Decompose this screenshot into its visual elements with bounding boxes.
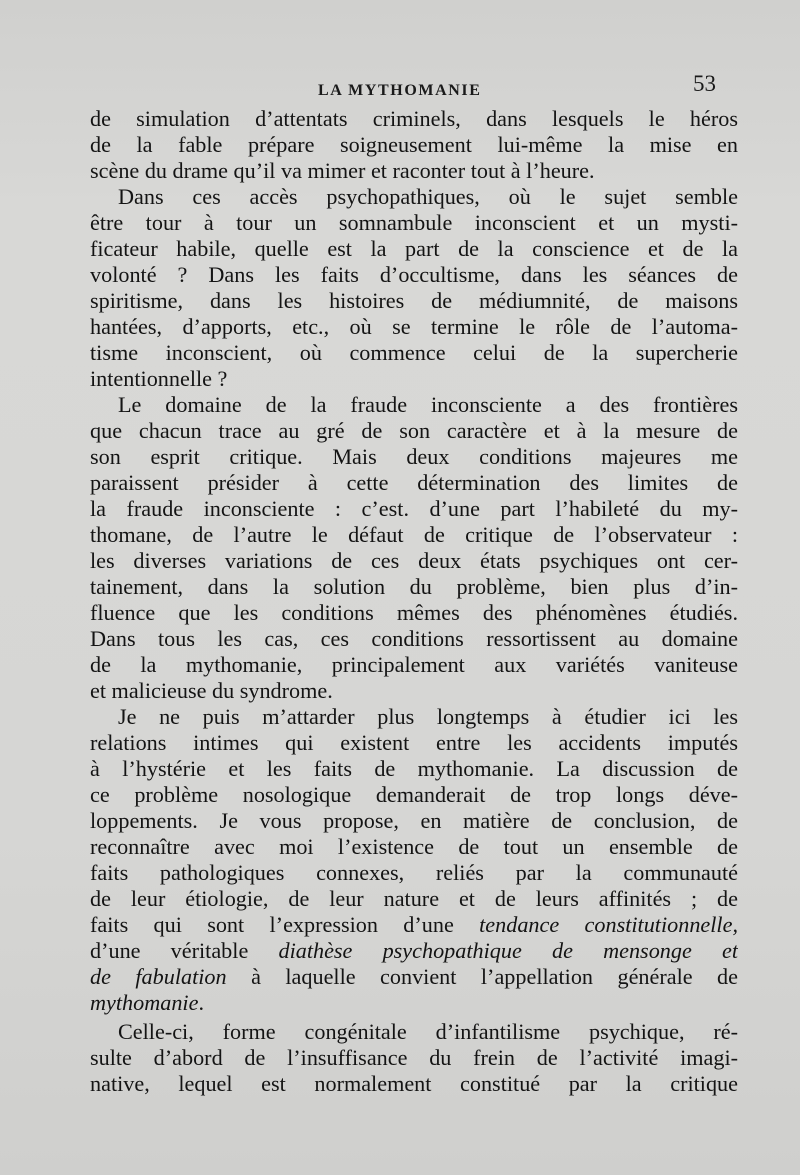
text-line: Dans ces accès psychopathiques, où le sujet semble (118, 184, 738, 209)
text-span: faits qui sont l’expression d’une (90, 912, 480, 937)
italic-phrase: mythomanie (90, 990, 199, 1015)
body-text (90, 106, 738, 1097)
text-span: d’une véritable (90, 938, 279, 963)
text-line (90, 912, 738, 938)
text-line: Celle-ci, forme congénitale d’infantilisme psychique, ré- (118, 1019, 738, 1044)
text-line: tainement, dans la solution du problème, bien plus d’in- (90, 574, 738, 599)
text-line: scène du drame qu’il va mimer et raconter tout à l’heure. (90, 158, 595, 183)
text-line (90, 938, 738, 964)
text-line: intentionnelle ? (90, 366, 228, 391)
text-line: et malicieuse du syndrome. (90, 678, 333, 703)
text-line: fluence que les conditions mêmes des phénomènes étudiés. (90, 600, 738, 625)
italic-phrase: tendance constitutionnelle, (479, 912, 738, 937)
text-line: reconnaître avec moi l’existence de tout un ensemble de (90, 834, 738, 859)
text-line: ficateur habile, quelle est la part de la conscience et de la (90, 236, 738, 261)
text-line: spiritisme, dans les histoires de médiumnité, de maisons (90, 288, 738, 313)
text-line: ce problème nosologique demanderait de trop longs déve- (90, 782, 738, 807)
text-span: . (198, 990, 204, 1015)
text-span: à laquelle convient l’appellation générale de (226, 964, 738, 989)
text-line: hantées, d’apports, etc., où se termine le rôle de l’automa- (90, 314, 738, 339)
running-header-title: LA MYTHOMANIE (318, 82, 482, 99)
text-line (90, 964, 738, 990)
text-line: Je ne puis m’attarder plus longtemps à étudier ici les (118, 704, 738, 729)
text-line: tisme inconscient, où commence celui de la supercherie (90, 340, 738, 365)
text-line: native, lequel est normalement constitué par la critique (90, 1071, 738, 1096)
text-line: sulte d’abord de l’insuffisance du frein de l’activité imagi- (90, 1045, 738, 1070)
text-line: loppements. Je vous propose, en matière de conclusion, de (90, 808, 738, 833)
text-line: à l’hystérie et les faits de mythomanie. La discussion de (90, 756, 738, 781)
page-number: 53 (693, 71, 716, 96)
text-line: relations intimes qui existent entre les accidents imputés (90, 730, 738, 755)
text-line: Le domaine de la fraude inconsciente a des frontières (118, 392, 738, 417)
text-line: son esprit critique. Mais deux conditions majeures me (90, 444, 738, 469)
text-line: volonté ? Dans les faits d’occultisme, dans les séances de (90, 262, 738, 287)
text-line: faits pathologiques connexes, reliés par la communauté (90, 860, 738, 885)
text-line: de leur étiologie, de leur nature et de leurs affinités ; de (90, 886, 738, 911)
text-line (90, 990, 738, 1016)
italic-phrase: diathèse psychopathique de mensonge et (278, 938, 738, 963)
text-line: de la mythomanie, principalement aux variétés vaniteuse (90, 652, 738, 677)
text-line: paraissent présider à cette détermination des limites de (90, 470, 738, 495)
text-line: thomane, de l’autre le défaut de critique de l’observateur : (90, 522, 738, 547)
text-line: de la fable prépare soigneusement lui-même la mise en (90, 132, 738, 157)
text-line: la fraude inconsciente : c’est. d’une part l’habileté du my- (90, 496, 738, 521)
italic-phrase: de fabulation (90, 964, 227, 989)
text-line: les diverses variations de ces deux états psychiques ont cer- (90, 548, 738, 573)
text-line: Dans tous les cas, ces conditions ressortissent au domaine (90, 626, 738, 651)
text-line: être tour à tour un somnambule inconscient et un mysti- (90, 210, 738, 235)
text-line: que chacun trace au gré de son caractère et à la mesure de (90, 418, 738, 443)
text-line: de simulation d’attentats criminels, dans lesquels le héros (90, 106, 738, 131)
